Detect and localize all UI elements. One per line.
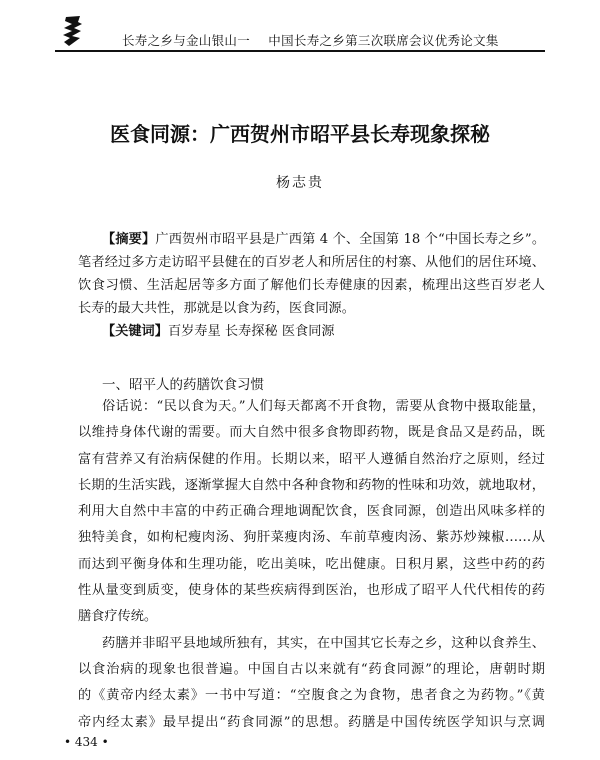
abstract [78,228,545,343]
body-line: 利用大自然中丰富的中药正确合理地调配饮食，医食同源，创造出风味多样的 [78,504,545,520]
body-line: 而达到平衡身体和生理功能，吃出美味，吃出健康。日积月累，这些中药的药 [78,556,545,572]
keywords-text: 百岁寿星 长寿探秘 医食同源 [167,324,335,339]
abstract-label: 【摘要】 [102,232,156,247]
body-line: 膳食疗传统。 [78,609,158,625]
body-line: 以维持身体代谢的需要。而大自然中很多食物即药物，既是食品又是药品，既 [78,425,545,441]
body-line: 以食治病的现象也很普遍。中国自古以来就有“药食同源”的理论，唐朝时期 [78,661,545,677]
keywords [78,320,545,343]
keywords-label: 【关键词】 [102,324,168,339]
logo-icon [60,14,86,48]
body-line: 俗话说：“民以食为天。”人们每天都离不开食物，需要从食物中摄取能量， [102,399,545,414]
abstract-line: 长寿的最大共性，那就是以食为药，医食同源。 [78,301,355,316]
series-title: 长寿之乡与金山银山一 [122,33,251,48]
body-line: 长期的生活实践，逐渐掌握大自然中各种食物和药物的性味和功效，就地取材， [78,477,545,493]
article-title: 医食同源：广西贺州市昭平县长寿现象探秘 [110,122,490,146]
body-line: 药膳并非昭平县地域所独有，其实，在中国其它长寿之乡，这种以食养生、 [102,635,545,651]
abstract-line: 笔者经过多方走访昭平县健在的百岁老人和所居住的村寨、从他们的居住环境、 [78,255,545,270]
abstract-line [78,228,545,251]
body-line: 的《黄帝内经太素》一书中写道：“空腹食之为食物，患者食之为药物。”《黄 [78,688,545,704]
abstract-line: 饮食习惯、生活起居等多方面了解他们长寿健康的因素，梳理出这些百岁老人 [78,278,545,293]
body-line: 帝内经太素》最早提出“药食同源”的思想。药膳是中国传统医学知识与烹调 [78,714,545,730]
header-rule [55,50,545,52]
page-number: • 434 • [64,735,109,749]
body-line: 独特美食，如枸杞瘦肉汤、狗肝菜瘦肉汤、车前草瘦肉汤、紫苏炒辣椒……从 [78,530,545,546]
article-author: 杨志贵 [276,175,324,191]
body-line: 富有营养又有治病保健的作用。长期以来，昭平人遵循自然治疗之原则，经过 [78,451,545,467]
body-line: 性从量变到质变，使身体的某些疾病得到医治，也形成了昭平人代代相传的药 [78,583,545,599]
collection-title: 中国长寿之乡第三次联席会议优秀论文集 [268,33,499,48]
section-body [78,394,545,736]
section-heading: 一、昭平人的药膳饮食习惯 [102,377,264,393]
running-header [122,31,513,49]
abstract-text: 广西贺州市昭平县是广西第 4 个、全国第 18 个“中国长寿之乡”。 [155,232,546,247]
